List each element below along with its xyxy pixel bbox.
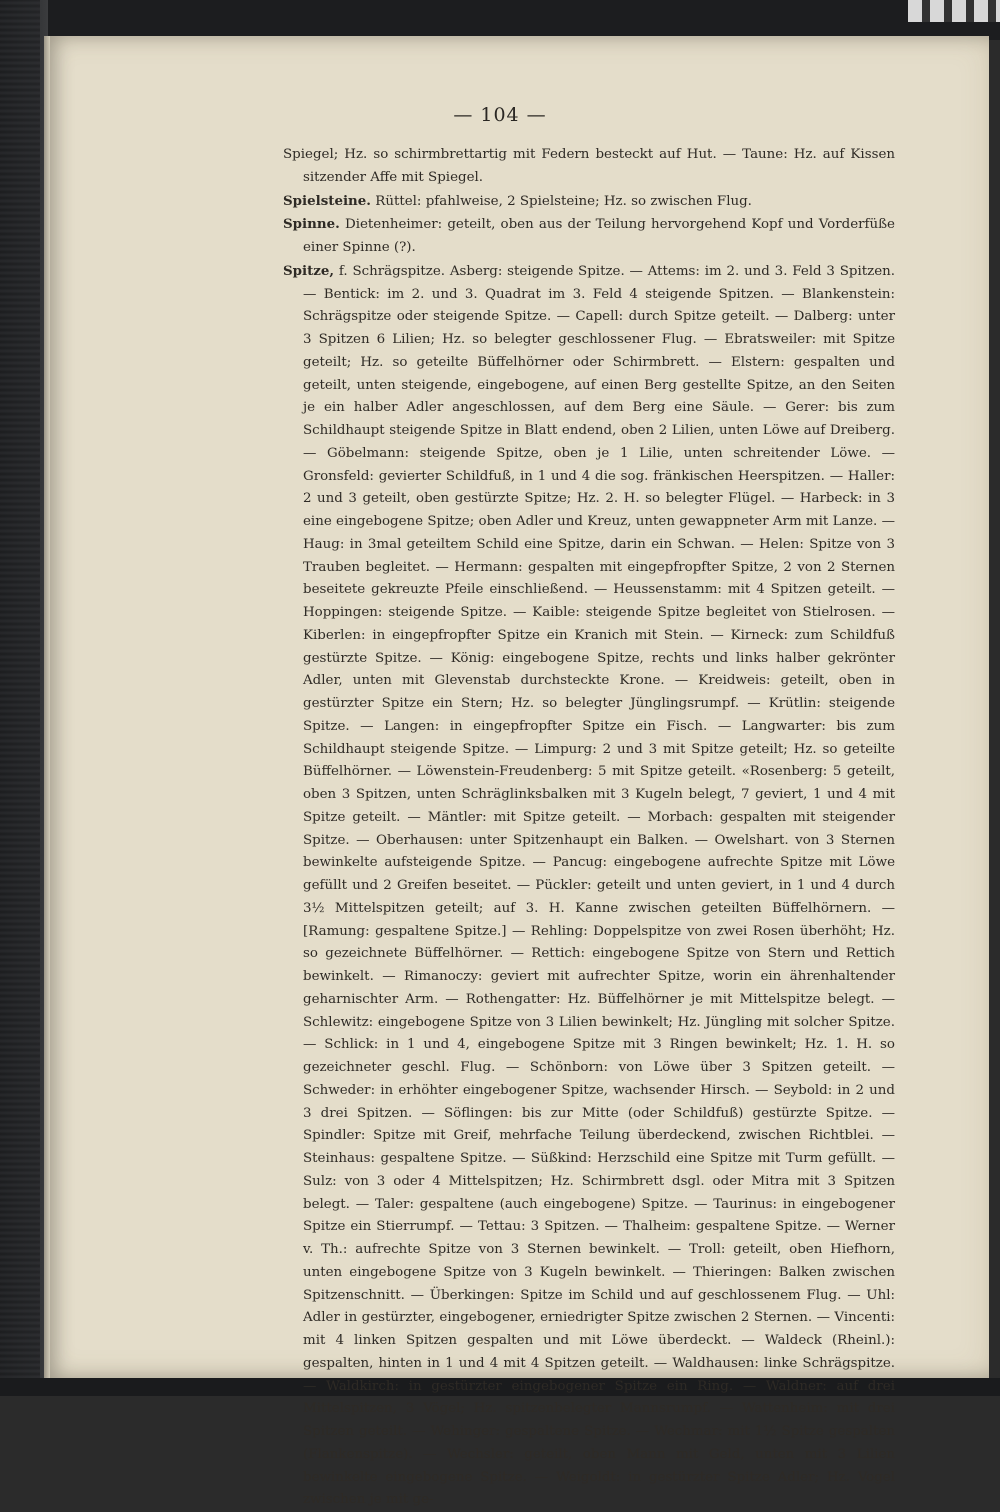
page-edge <box>44 36 50 1378</box>
scan-color-bar <box>908 0 1000 22</box>
entry-headword: Spitze, <box>283 262 335 279</box>
entry-headword: Spinne. <box>283 216 340 233</box>
entry-headword: Spielsteine. <box>283 192 371 209</box>
entry-text: Spiegel; Hz. so schirmbrettartig mit Federn besteckt auf Hut. — Taune: Hz. auf Kissen sitzender Affe mit Spiegel. <box>283 147 895 185</box>
book-binding <box>0 0 40 1396</box>
entry-spitze <box>283 260 895 1512</box>
page-number: — 104 — <box>453 104 547 126</box>
scan-frame-top <box>0 0 1000 40</box>
entry-spinne <box>283 213 895 260</box>
entry-text: Dietenheimer: geteilt, oben aus der Teilung hervorgehend Kopf und Vorderfüße einer Spinne (?). <box>303 217 895 255</box>
entry-text: f. Schrägspitze. Asberg: steigende Spitze. — Attems: im 2. und 3. Feld 3 Spitzen. — Bentick: im 2. und 3. Quadrat im 3. Feld 4 steigende Spitzen. — Blankenstein: Schrägspitze oder steigende Spitze. — Capell: durch Spitze geteilt. — Dalberg: unter 3 Spitzen 6 Lilien; Hz. so belegter geschlossener Flug. — Ebratsweiler: mit Spitze geteilt; Hz. so geteilte Büffelhörner oder Schirmbrett. — Elstern: gespalten und geteilt, unten steigende, eingebogene, auf einen Berg gestellte Spitze, an den Seiten je ein halber Adler angeschlossen, auf dem Berg eine Säule. — Gerer: bis zum Schildhaupt steigende Spitze in Blatt endend, oben 2 Lilien, unten Löwe auf Dreiberg. — Göbelmann: steigende Spitze, oben je 1 Lilie, unten schreitender Löwe. — Gronsfeld: gevierter Schildfuß, in 1 und 4 die sog. fränkischen Heerspitzen. — Haller: 2 und 3 geteilt, oben gestürzte Spitze; Hz. 2. H. so belegter Flügel. — Harbeck: in 3 eine eingebogene Spitze; oben Adler und Kreuz, unten gewappneter Arm mit Lanze. — Haug: in 3mal geteiltem Schild eine Spitze, darin ein Schwan. — Helen: Spitze von 3 Trauben begleitet. — Hermann: gespalten mit eingepfropfter Spitze, 2 von 2 Sternen beseitete gekreuzte Pfeile einschließend. — Heussenstamm: mit 4 Spitzen geteilt. — Hoppingen: steigende Spitze. — Kaible: steigende Spitze begleitet von Stielrosen. — Kiberlen: in eingepfropfter Spitze ein Kranich mit Stein. — Kirneck: zum Schildfuß gestürzte Spitze. — König: eingebogene Spitze, rechts und links halber gekrönter Adler, unten mit Glevenstab durchsteckte Krone. — Kreidweis: geteilt, oben in gestürzter Spitze ein Stern; Hz. so belegter Jünglingsrumpf. — Krütlin: steigende Spitze. — Langen: in eingepfropfter Spitze ein Fisch. — Langwarter: bis zum Schildhaupt steigende Spitze. — Limpurg: 2 und 3 mit Spitze geteilt; Hz. so geteilte Büffelhörner. — Löwenstein-Freudenberg: 5 mit Spitze geteilt. «Rosenberg: 5 geteilt, oben 3 Spitzen, unten Schräglinksbalken mit 3 Kugeln belegt, 7 geviert, 1 und 4 mit Spitze geteilt. — Mäntler: mit Spitze geteilt. — Morbach: gespalten mit steigender Spitze. — Oberhausen: unter Spitzenhaupt ein Balken. — Owelshart. von 3 Sternen bewinkelte aufsteigende Spitze. — Pancug: eingebogene aufrechte Spitze mit Löwe gefüllt und 2 Greifen beseitet. — Pückler: geteilt und unten geviert, in 1 und 4 durch 3½ Mittelspitzen geteilt; auf 3. H. Kanne zwischen geteilten Büffelhörnern. — [Ramung: gespaltene Spitze.] — Rehling: Doppelspitze von zwei Rosen überhöht; Hz. so gezeichnete Büffelhörner. — Rettich: eingebogene Spitze von Stern und Rettich bewinkelt. — Rimanoczy: geviert mit aufrechter Spitze, worin ein ährenhaltender geharnischter Arm. — Rothengatter: Hz. Büffelhörner je mit Mittelspitze belegt. — Schlewitz: eingebogene Spitze von 3 Lilien bewinkelt; Hz. Jüngling mit solcher Spitze. — Schlick: in 1 und 4, eingebogene Spitze mit 3 Ringen bewinkelt; Hz. 1. H. so gezeichneter geschl. Flug. — Schönborn: von Löwe über 3 Spitzen geteilt. — Schweder: in erhöhter eingebogener Spitze, wachsender Hirsch. — Seybold: in 2 und 3 drei Spitzen. — Söflingen: bis zur Mitte (oder Schildfuß) gestürzte Spitze. — Spindler: Spitze mit Greif, mehrfache Teilung überdeckend, zwischen Richtblei. — Steinhaus: gespaltene Spitze. — Süßkind: Herzschild eine Spitze mit Turm gefüllt. — Sulz: von 3 oder 4 Mittelspitzen; Hz. Schirmbrett dsgl. oder Mitra mit 3 Spitzen belegt. — Taler: gespaltene (auch eingebogene) Spitze. — Taurinus: in eingebogener Spitze ein Stierrumpf. — Tettau: 3 Spitzen. — Thalheim: gespaltene Spitze. — Werner v. Th.: aufrechte Spitze von 3 Sternen bewinkelt. — Troll: geteilt, oben Hiefhorn, unten eingebogene Spitze von 3 Kugeln bewinkelt. — Thieringen: Balken zwischen Spitzenschnitt. — Überkingen: Spitze im Schild und auf geschlossenem Flug. — Uhl: Adler in gestürzter, eingebogener, erniedrigter Spitze zwischen 2 Sternen. — Vincenti: mit 4 linken Spitzen gespalten und mit Löwe überdeckt. — Waldeck (Rheinl.): gespalten, hinten in 1 und 4 mit 4 Spitzen geteilt. — Waldhausen: linke Schrägspitze. — Waldkirch: in gestürzter eingebogener Spitze ein Ring. — Waldner: auf drei Mittelspitzen, 3 Vögel; Hz. spitzenbelegter Mannsrumpf. — Wattenheim: mit drei Spitzen geteilt. — Wehinger: gespaltene Spitze. — Wechmar: mit 1½ Spitze gespalten (Flankenspitze). — Wechsler: geteilt, oben Mann mit Geld, unten mit 3 Lilien bewinkelte eingebogene Spitze. — Weigoldt: in gestürzter Spitze Adler; Hz. Vogel zwischen je mit ge- <box>303 263 895 1508</box>
entry-continuation <box>283 143 895 190</box>
entry-text: Rüttel: pfahlweise, 2 Spielsteine; Hz. so zwischen Flug. <box>375 193 752 209</box>
entry-spielsteine <box>283 190 895 214</box>
page-body <box>283 143 895 1512</box>
